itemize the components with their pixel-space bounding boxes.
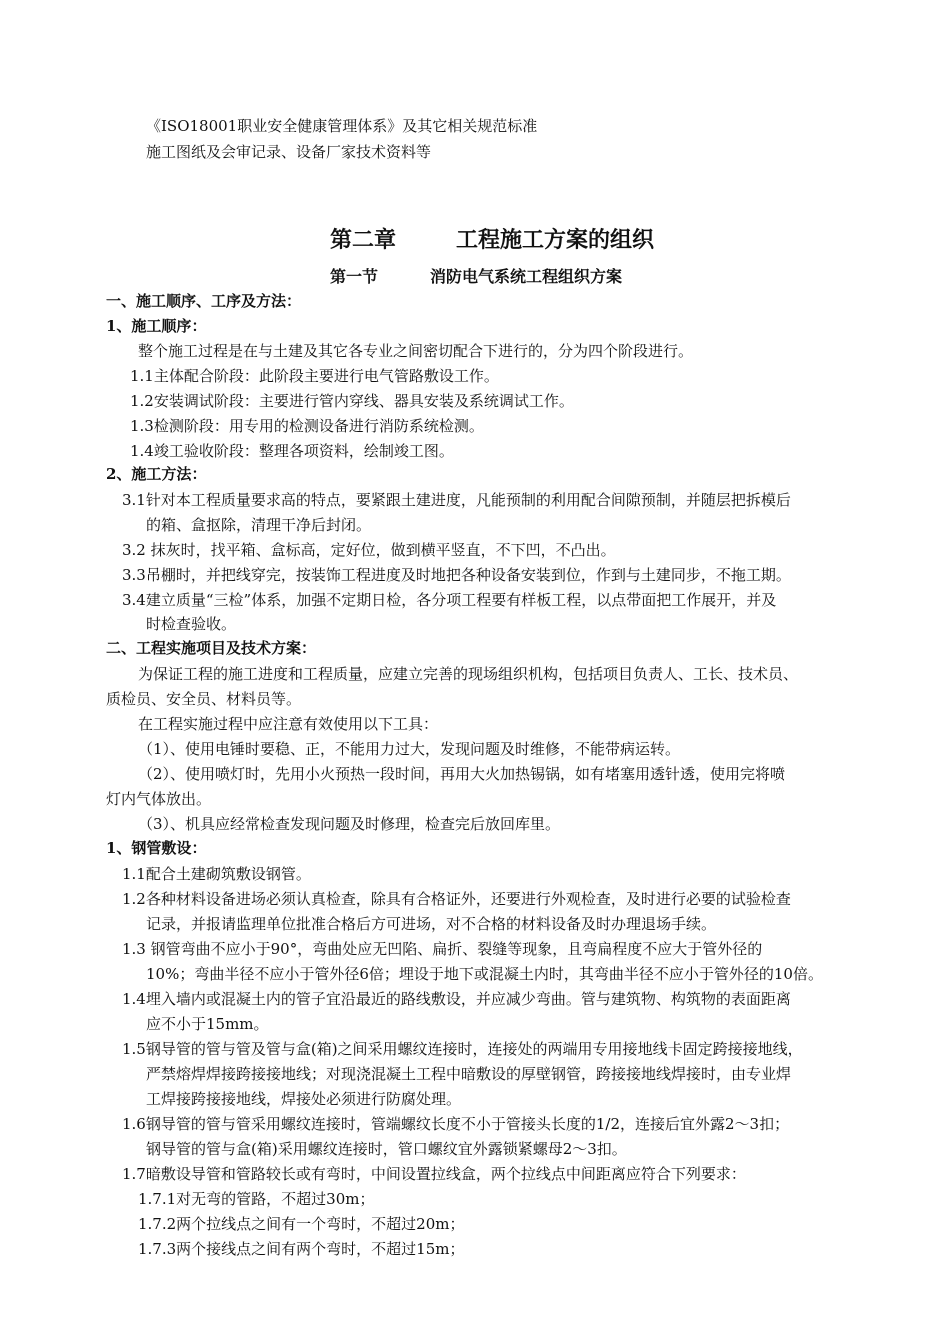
pipe-item-1-2a: 1.2各种材料设备进场必须认真检查，除具有合格证外，还要进行外观检查，及时进行必要的试验检查 <box>122 890 791 908</box>
sub1-item-4: 1.4竣工验收阶段：整理各项资料，绘制竣工图。 <box>130 442 454 460</box>
tool-item-3: （3）、机具应经常检查发现问题及时修理，检查完后放回库里。 <box>138 815 561 833</box>
pipe-item-1-7-2: 1.7.2两个拉线点之间有一个弯时，不超过20m； <box>138 1215 465 1233</box>
pipe-item-1-1: 1.1配合土建砌筑敷设钢管。 <box>122 865 311 883</box>
pipe-item-1-4a: 1.4埋入墙内或混凝土内的管子宜沿最近的路线敷设，并应减少弯曲。管与建筑物、构筑物的表面距离 <box>122 990 791 1008</box>
sub1-item-3: 1.3检测阶段：用专用的检测设备进行消防系统检测。 <box>130 417 484 435</box>
pipe-item-1-6a: 1.6钢导管的管与管采用螺纹连接时，管端螺纹长度不小于管接头长度的1/2，连接后宜外露2～3扣； <box>122 1115 790 1133</box>
pipe-item-1-7-1: 1.7.1对无弯的管路，不超过30m； <box>138 1190 375 1208</box>
sub2-item-2: 3.2 抹灰时，找平箱、盒标高，定好位，做到横平竖直，不下凹，不凸出。 <box>122 541 616 559</box>
pipe-item-1-5c: 工焊接跨接接地线，焊接处必须进行防腐处理。 <box>146 1090 462 1108</box>
sub2-heading: 2、施工方法： <box>106 465 207 483</box>
part2-heading: 二、工程实施项目及技术方案： <box>106 639 317 657</box>
sub2-item-1a: 3.1针对本工程质量要求高的特点，要紧跟土建进度，凡能预制的利用配合间隙预制，并随层把拆模后 <box>122 491 791 509</box>
section-name: 消防电气系统工程组织方案 <box>430 267 623 286</box>
part2-para-1b: 质检员、安全员、材料员等。 <box>106 690 302 708</box>
sub1-intro: 整个施工过程是在与土建及其它各专业之间密切配合下进行的，分为四个阶段进行。 <box>138 342 694 360</box>
chapter-number: 第二章 <box>330 227 397 253</box>
part2-para-1a: 为保证工程的施工进度和工程质量，应建立完善的现场组织机构，包括项目负责人、工长、技术员、 <box>138 665 799 683</box>
pipe-item-1-7-3: 1.7.3两个接线点之间有两个弯时，不超过15m； <box>138 1240 465 1258</box>
sub2-item-4b: 时检查验收。 <box>146 615 237 633</box>
part2-para-2: 在工程实施过程中应注意有效使用以下工具： <box>138 715 439 733</box>
sub1-item-2: 1.2安装调试阶段：主要进行管内穿线、器具安装及系统调试工作。 <box>130 392 574 410</box>
pipe-item-1-3a: 1.3 钢管弯曲不应小于90°，弯曲处应无凹陷、扁折、裂缝等现象，且弯扁程度不应大于管外径的 <box>122 940 763 958</box>
sub2-item-3: 3.3吊棚时，并把线穿完，按装饰工程进度及时地把各种设备安装到位，作到与土建同步，不拖工期。 <box>122 566 791 584</box>
tool-item-1: （1）、使用电锤时要稳、正，不能用力过大，发现问题及时维修，不能带病运转。 <box>138 740 681 758</box>
pipe-item-1-5b: 严禁熔焊焊接跨接接地线；对现浇混凝土工程中暗敷设的厚壁钢管，跨接接地线焊接时，由专业焊 <box>146 1065 792 1083</box>
pipe-item-1-5a: 1.5钢导管的管与管及管与盒(箱)之间采用螺纹连接时，连接处的两端用专用接地线卡固定跨接接地线， <box>122 1040 803 1058</box>
sub1-item-1: 1.1主体配合阶段：此阶段主要进行电气管路敷设工作。 <box>130 367 499 385</box>
sub2-item-4a: 3.4建立质量“三检”体系，加强不定期日检，各分项工程要有样板工程，以点带面把工作展开，并及 <box>122 591 777 609</box>
tool-item-2a: （2）、使用喷灯时，先用小火预热一段时间，再用大火加热锡锅，如有堵塞用透针透，使用完将喷 <box>138 765 786 783</box>
pipe-item-1-6b: 钢导管的管与盒(箱)采用螺纹连接时，管口螺纹宜外露锁紧螺母2～3扣。 <box>146 1140 627 1158</box>
part3-heading: 1、钢管敷设： <box>106 839 207 857</box>
sub2-item-1b: 的箱、盒抠除，清理干净后封闭。 <box>146 516 372 534</box>
tool-item-2b: 灯内气体放出。 <box>106 790 212 808</box>
ref-line-2: 施工图纸及会审记录、设备厂家技术资料等 <box>146 143 432 161</box>
section-number: 第一节 <box>330 267 379 286</box>
pipe-item-1-2b: 记录，并报请监理单位批准合格后方可进场，对不合格的材料设备及时办理退场手续。 <box>146 915 717 933</box>
ref-line-1: 《ISO18001职业安全健康管理体系》及其它相关规范标准 <box>146 117 538 135</box>
chapter-name: 工程施工方案的组织 <box>456 227 655 253</box>
part1-heading: 一、施工顺序、工序及方法： <box>106 292 302 310</box>
pipe-item-1-7: 1.7暗敷设导管和管路较长或有弯时，中间设置拉线盒，两个拉线点中间距离应符合下列要求： <box>122 1165 746 1183</box>
pipe-item-1-3b: 10%；弯曲半径不应小于管外径6倍；埋设于地下或混凝土内时，其弯曲半径不应小于管外径的10倍。 <box>146 965 823 983</box>
pipe-item-1-4b: 应不小于15mm。 <box>146 1015 269 1033</box>
sub1-heading: 1、施工顺序： <box>106 317 207 335</box>
